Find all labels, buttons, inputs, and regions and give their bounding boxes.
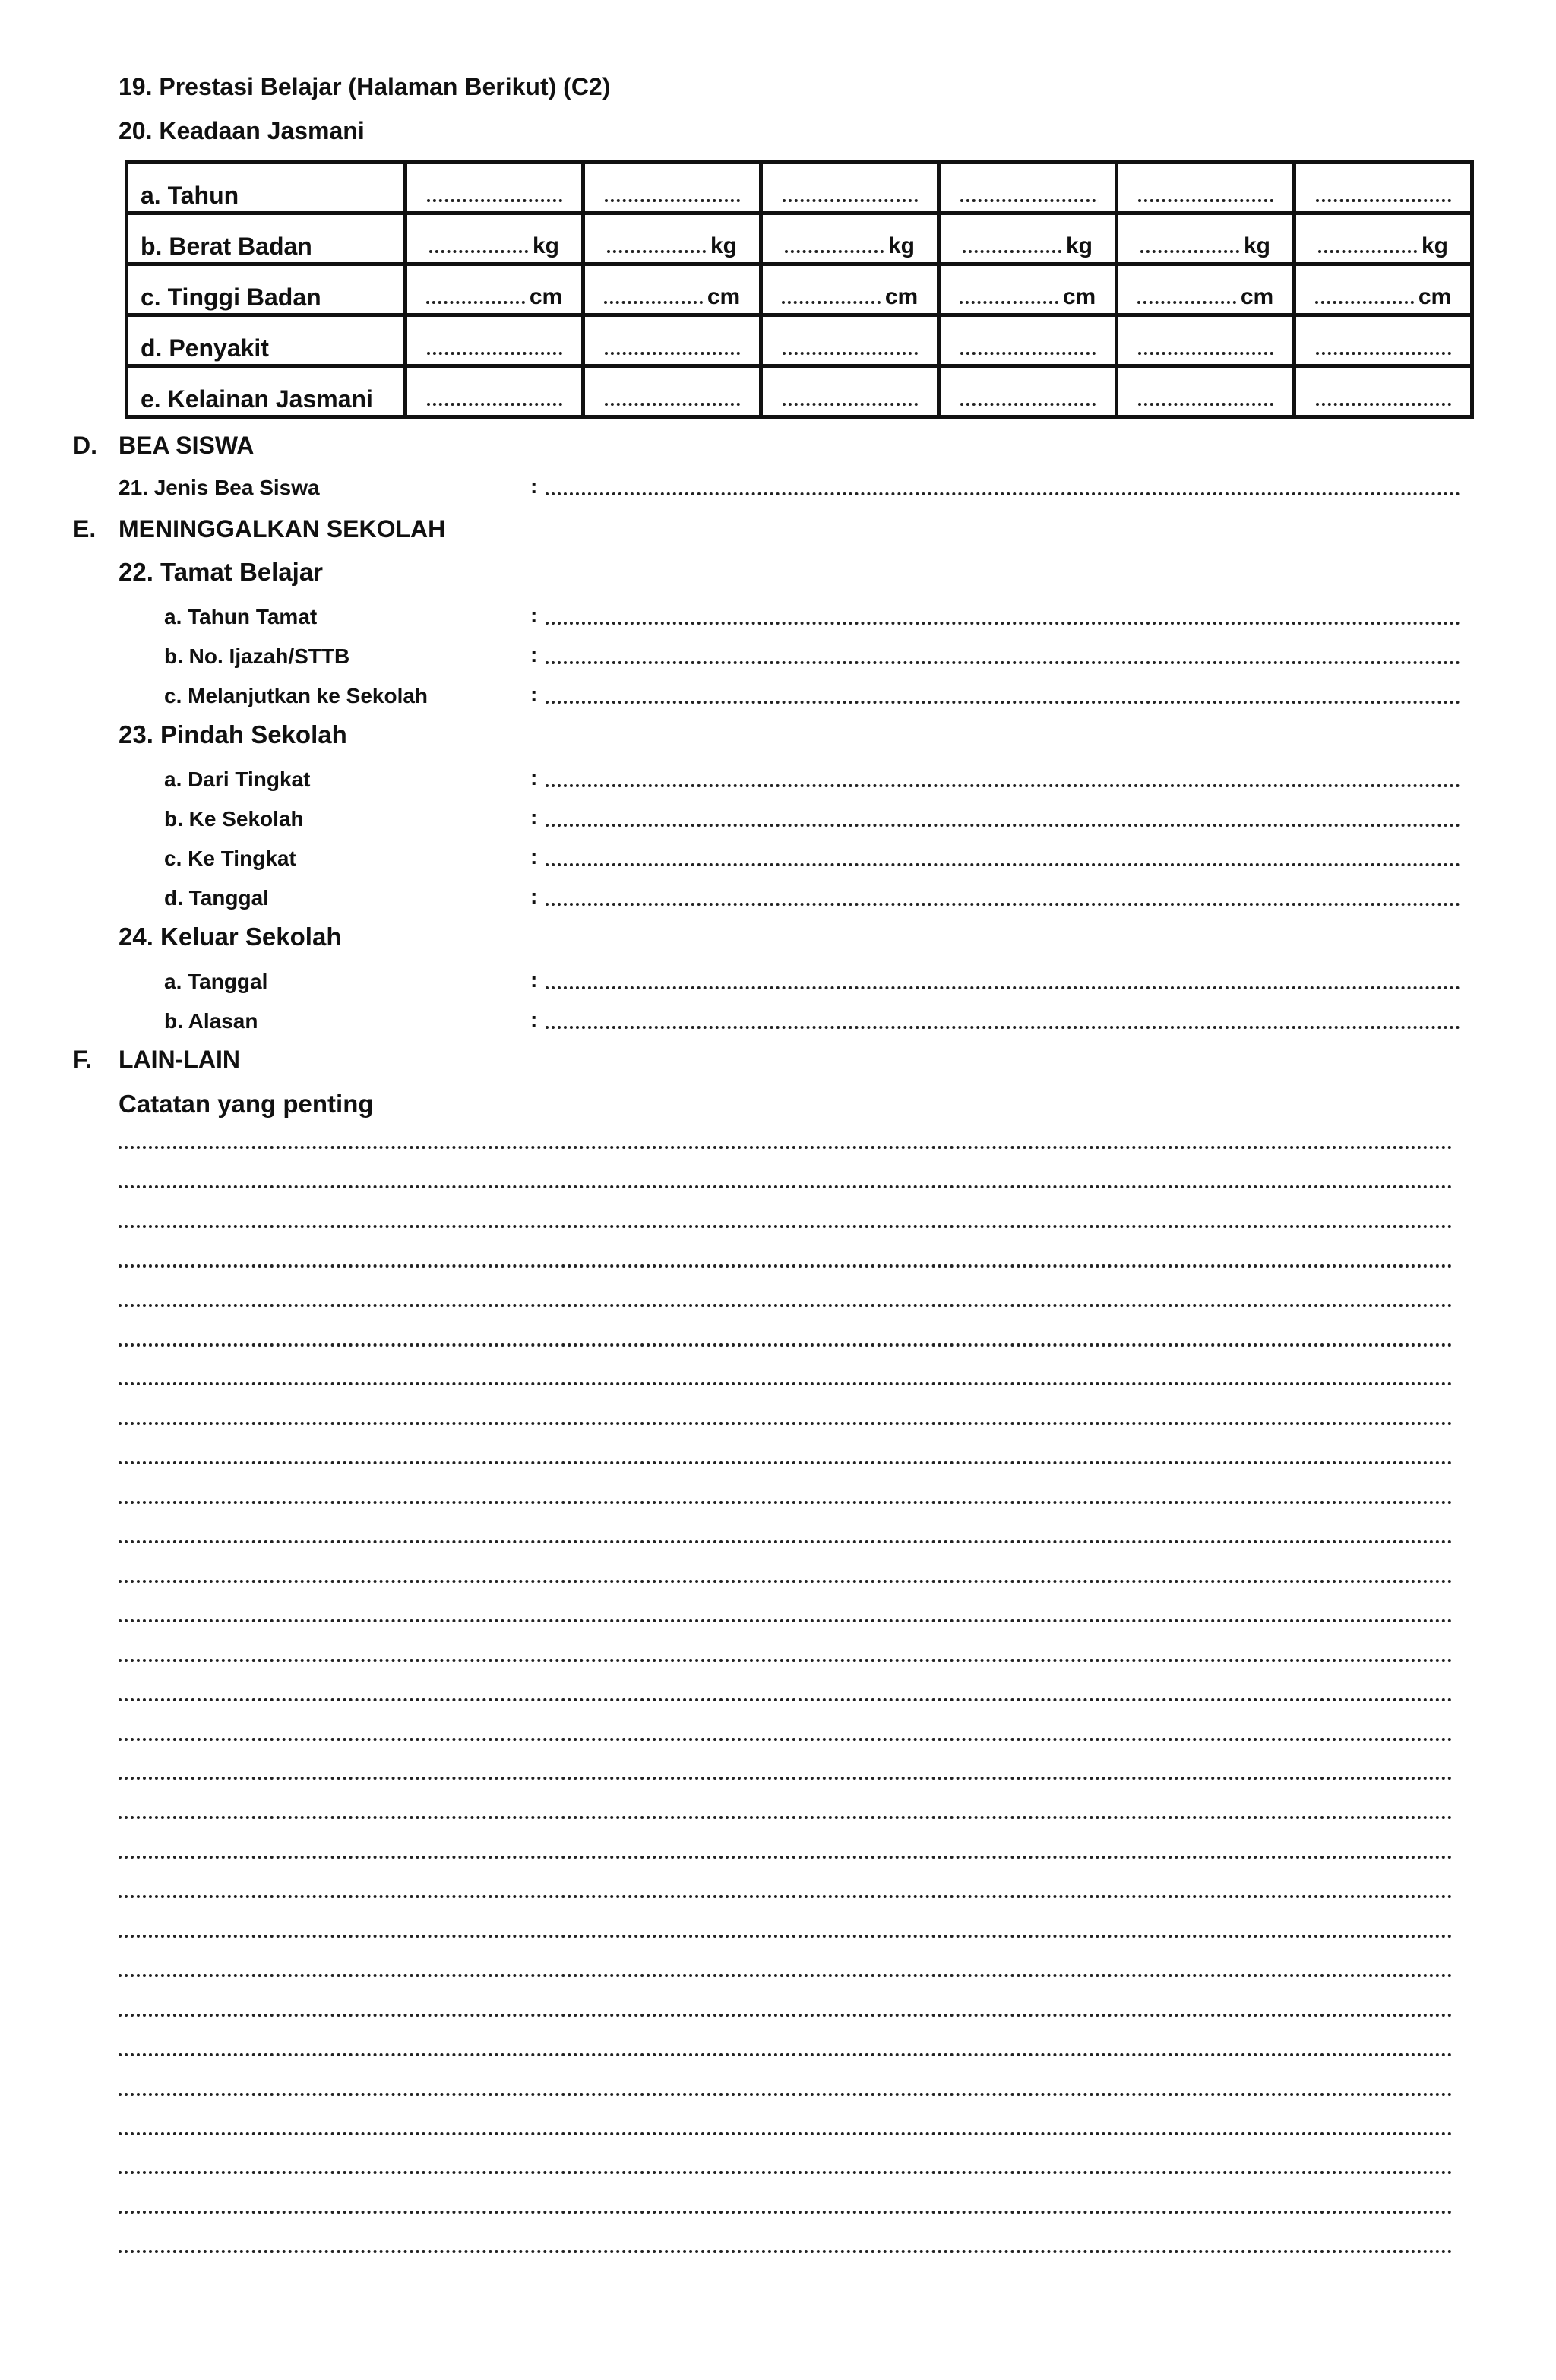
jasmani-cell[interactable]: [1295, 214, 1472, 264]
section-e-title: MENINGGALKAN SEKOLAH: [119, 515, 446, 543]
cell-fill-line: [960, 301, 1058, 304]
jasmani-row-label: a. Tahun: [127, 163, 406, 214]
cell-fill-line: [782, 301, 881, 304]
item-19-heading: 19. Prestasi Belajar (Halaman Berikut) (C2): [119, 73, 611, 100]
jasmani-cell[interactable]: [1117, 315, 1295, 366]
jasmani-cell[interactable]: [1117, 366, 1295, 417]
field-input-line[interactable]: [546, 661, 1460, 664]
cell-fill-line: [960, 403, 1096, 406]
cell-fill-line: [427, 403, 562, 406]
field-colon: :: [530, 766, 538, 790]
jasmani-cell[interactable]: [761, 214, 939, 264]
jasmani-cell[interactable]: [406, 163, 584, 214]
cell-fill-line: [1138, 403, 1273, 406]
jasmani-cell[interactable]: [1295, 264, 1472, 315]
section-d-title: BEA SISWA: [119, 432, 255, 459]
jasmani-cell[interactable]: [406, 264, 584, 315]
note-line[interactable]: [119, 1816, 1453, 1819]
cell-fill-line: [1318, 250, 1417, 253]
cell-fill-line: [605, 403, 740, 406]
cell-fill-line: [605, 352, 740, 355]
jasmani-cell[interactable]: [1117, 264, 1295, 315]
unit-label: kg: [710, 233, 737, 258]
field-colon: :: [530, 885, 538, 908]
note-line[interactable]: [119, 2014, 1453, 2017]
jasmani-row-label: b. Berat Badan: [127, 214, 406, 264]
jasmani-row: [127, 264, 1472, 315]
note-line[interactable]: [119, 1856, 1453, 1859]
jasmani-row-label: d. Penyakit: [127, 315, 406, 366]
jasmani-cell[interactable]: [939, 214, 1117, 264]
field-colon: :: [530, 845, 538, 869]
note-line[interactable]: [119, 2211, 1453, 2214]
jasmani-row: [127, 366, 1472, 417]
field-label: b. Alasan: [164, 1009, 258, 1033]
section-e-letter: E.: [73, 515, 96, 543]
note-line[interactable]: [119, 1304, 1453, 1307]
group24-title: 24. Keluar Sekolah: [119, 923, 342, 951]
cell-fill-line: [1316, 352, 1451, 355]
unit-label: kg: [887, 233, 915, 258]
jasmani-cell[interactable]: [761, 163, 939, 214]
jasmani-row-label: c. Tinggi Badan: [127, 264, 406, 315]
note-line[interactable]: [119, 1698, 1453, 1701]
jasmani-cell[interactable]: [406, 315, 584, 366]
jasmani-cell[interactable]: [584, 264, 761, 315]
field-label: c. Ke Tingkat: [164, 847, 296, 870]
field-label: a. Dari Tingkat: [164, 767, 311, 791]
field-colon: :: [530, 643, 538, 666]
cell-fill-line: [783, 352, 918, 355]
field-label: b. Ke Sekolah: [164, 807, 304, 831]
field-input-line[interactable]: [546, 701, 1460, 704]
jasmani-cell[interactable]: [761, 315, 939, 366]
unit-label: kg: [1065, 233, 1093, 258]
note-line[interactable]: [119, 2053, 1453, 2056]
field-input-line[interactable]: [546, 784, 1460, 787]
note-line[interactable]: [119, 1540, 1453, 1543]
cell-fill-line: [960, 199, 1096, 202]
note-line[interactable]: [119, 2093, 1453, 2096]
note-line[interactable]: [119, 2171, 1453, 2174]
cell-fill-line: [426, 301, 525, 304]
field-colon: :: [530, 805, 538, 829]
jasmani-row: [127, 315, 1472, 366]
jasmani-cell[interactable]: [761, 264, 939, 315]
unit-label: cm: [884, 284, 919, 309]
field-label: d. Tanggal: [164, 886, 269, 910]
cell-fill-line: [1140, 250, 1239, 253]
cell-fill-line: [607, 250, 706, 253]
field-label: a. Tanggal: [164, 970, 268, 993]
field-label: c. Melanjutkan ke Sekolah: [164, 684, 429, 707]
jasmani-cell[interactable]: [584, 214, 761, 264]
jasmani-cell[interactable]: [406, 366, 584, 417]
field-label: a. Tahun Tamat: [164, 605, 318, 628]
note-line[interactable]: [119, 1777, 1453, 1780]
note-line[interactable]: [119, 1659, 1453, 1662]
unit-label: cm: [1062, 284, 1096, 309]
note-line[interactable]: [119, 1343, 1453, 1347]
group23-title: 23. Pindah Sekolah: [119, 720, 347, 748]
note-line[interactable]: [119, 1146, 1453, 1149]
jasmani-cell[interactable]: [939, 315, 1117, 366]
cell-fill-line: [1137, 301, 1236, 304]
cell-fill-line: [1138, 352, 1273, 355]
note-line[interactable]: [119, 1225, 1453, 1228]
jasmani-cell[interactable]: [584, 163, 761, 214]
keadaan-jasmani-table: [125, 160, 1474, 419]
note-line[interactable]: [119, 1738, 1453, 1741]
cell-fill-line: [1138, 199, 1273, 202]
item-20-heading: 20. Keadaan Jasmani: [119, 117, 365, 144]
jenis-bea-siswa-field[interactable]: [546, 492, 1460, 495]
section-d-letter: D.: [73, 432, 97, 459]
cell-fill-line: [429, 250, 528, 253]
jasmani-cell[interactable]: [1295, 163, 1472, 214]
cell-fill-line: [783, 403, 918, 406]
field-input-line[interactable]: [546, 1026, 1460, 1029]
jasmani-cell[interactable]: [1295, 366, 1472, 417]
unit-label: cm: [1240, 284, 1274, 309]
note-line[interactable]: [119, 2250, 1453, 2253]
unit-label: kg: [1243, 233, 1270, 258]
field-colon: :: [530, 968, 538, 992]
jasmani-cell[interactable]: [1117, 214, 1295, 264]
jasmani-row-label: e. Kelainan Jasmani: [127, 366, 406, 417]
cell-fill-line: [605, 199, 740, 202]
jasmani-cell[interactable]: [584, 366, 761, 417]
field-input-line[interactable]: [546, 903, 1460, 906]
note-line[interactable]: [119, 1422, 1453, 1425]
note-line[interactable]: [119, 1382, 1453, 1385]
field-colon: :: [530, 682, 538, 706]
jasmani-cell[interactable]: [761, 366, 939, 417]
cell-fill-line: [960, 352, 1096, 355]
unit-label: cm: [707, 284, 741, 309]
note-line[interactable]: [119, 1580, 1453, 1583]
unit-label: cm: [1418, 284, 1452, 309]
field-input-line[interactable]: [546, 863, 1460, 866]
field-colon: :: [530, 1008, 538, 1031]
cell-fill-line: [427, 352, 562, 355]
jasmani-cell[interactable]: [939, 264, 1117, 315]
note-line[interactable]: [119, 1501, 1453, 1504]
note-line[interactable]: [119, 1185, 1453, 1188]
unit-label: kg: [532, 233, 559, 258]
jasmani-cell[interactable]: [939, 163, 1117, 214]
jasmani-cell[interactable]: [1295, 315, 1472, 366]
jasmani-cell[interactable]: [939, 366, 1117, 417]
note-line[interactable]: [119, 1619, 1453, 1622]
cell-fill-line: [604, 301, 703, 304]
cell-fill-line: [1315, 301, 1414, 304]
note-line[interactable]: [119, 1974, 1453, 1977]
cell-fill-line: [785, 250, 884, 253]
jenis-bea-siswa-label: 21. Jenis Bea Siswa: [119, 476, 320, 499]
jasmani-cell[interactable]: [406, 214, 584, 264]
jasmani-cell[interactable]: [1117, 163, 1295, 214]
cell-fill-line: [1316, 403, 1451, 406]
section-f-letter: F.: [73, 1046, 92, 1073]
catatan-title: Catatan yang penting: [119, 1090, 374, 1118]
section-f-title: LAIN-LAIN: [119, 1046, 240, 1073]
cell-fill-line: [1316, 199, 1451, 202]
field-input-line[interactable]: [546, 622, 1460, 625]
group22-title: 22. Tamat Belajar: [119, 558, 324, 586]
cell-fill-line: [427, 199, 562, 202]
cell-fill-line: [783, 199, 918, 202]
note-line[interactable]: [119, 1264, 1453, 1268]
field-input-line[interactable]: [546, 986, 1460, 989]
field-colon: :: [530, 603, 538, 627]
note-line[interactable]: [119, 1461, 1453, 1464]
note-line[interactable]: [119, 2132, 1453, 2135]
cell-fill-line: [963, 250, 1061, 253]
unit-label: cm: [529, 284, 563, 309]
jasmani-row: [127, 214, 1472, 264]
field-label: b. No. Ijazah/STTB: [164, 644, 350, 668]
note-line[interactable]: [119, 1895, 1453, 1898]
note-line[interactable]: [119, 1935, 1453, 1938]
jasmani-row: [127, 163, 1472, 214]
jasmani-cell[interactable]: [584, 315, 761, 366]
field-input-line[interactable]: [546, 824, 1460, 827]
unit-label: kg: [1421, 233, 1448, 258]
jenis-bea-siswa-colon: :: [530, 474, 538, 498]
